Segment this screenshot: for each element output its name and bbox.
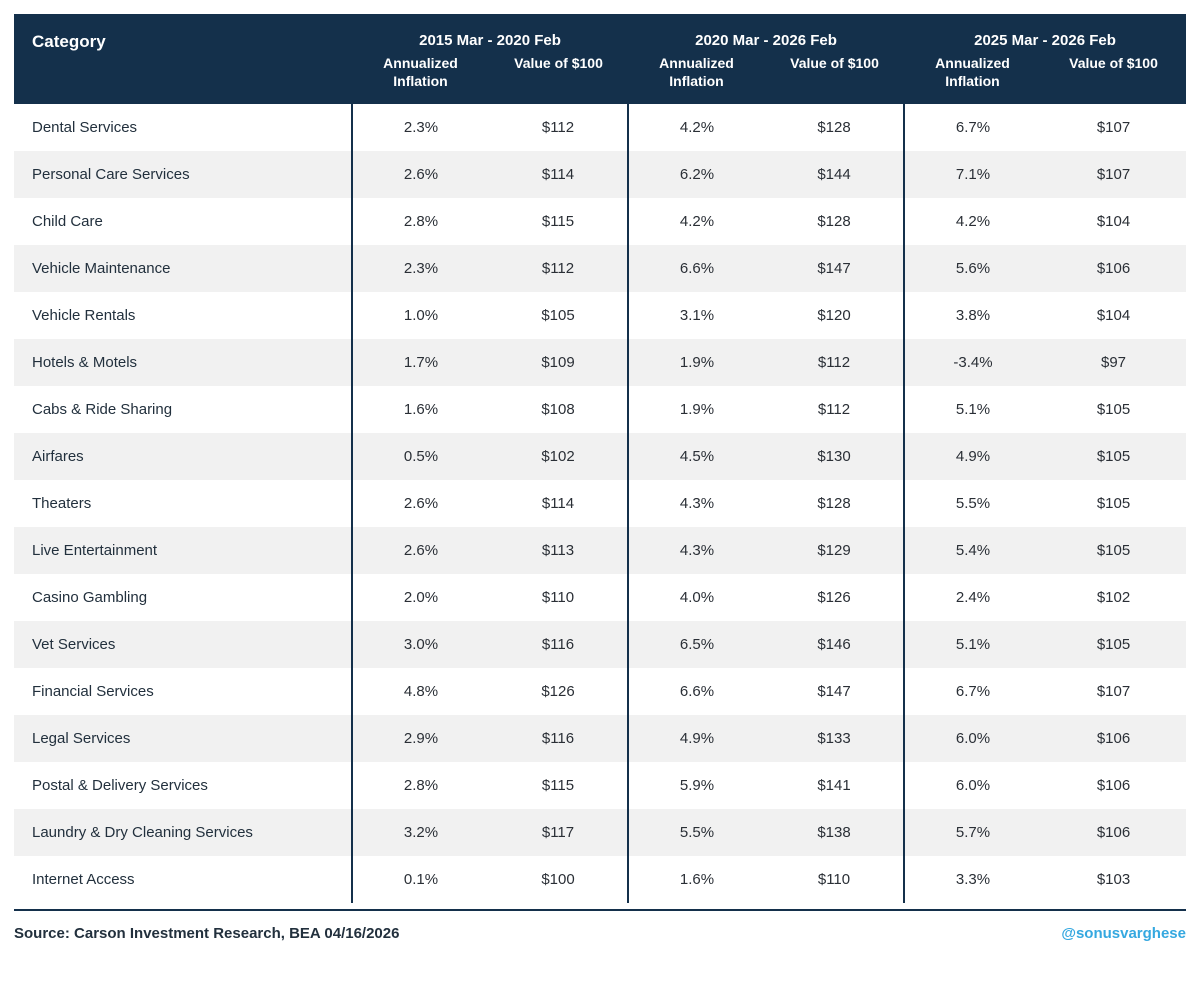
cell-category: Cabs & Ride Sharing — [14, 386, 352, 433]
table-row — [14, 386, 1186, 433]
cell-p1-inflation: 2.3% — [352, 245, 489, 292]
cell-p2-value: $129 — [765, 527, 904, 574]
table-header — [14, 14, 1186, 104]
table-row — [14, 433, 1186, 480]
cell-p2-value: $120 — [765, 292, 904, 339]
cell-category: Dental Services — [14, 104, 352, 151]
cell-p2-value: $146 — [765, 621, 904, 668]
cell-p2-value: $110 — [765, 856, 904, 903]
cell-p2-inflation: 6.6% — [628, 668, 765, 715]
cell-p3-value: $105 — [1041, 480, 1186, 527]
cell-p3-value: $105 — [1041, 527, 1186, 574]
cell-p1-value: $116 — [489, 715, 628, 762]
cell-p3-inflation: 4.2% — [904, 198, 1041, 245]
cell-p2-inflation: 6.6% — [628, 245, 765, 292]
cell-category: Child Care — [14, 198, 352, 245]
inflation-label-line2: Inflation — [945, 72, 1000, 89]
cell-category: Live Entertainment — [14, 527, 352, 574]
table-row — [14, 245, 1186, 292]
cell-p2-inflation: 4.2% — [628, 104, 765, 151]
cell-p3-value: $106 — [1041, 762, 1186, 809]
cell-p2-inflation: 4.5% — [628, 433, 765, 480]
cell-p2-value: $128 — [765, 104, 904, 151]
table-row — [14, 574, 1186, 621]
table-body — [14, 104, 1186, 903]
cell-p1-value: $117 — [489, 809, 628, 856]
cell-p3-value: $107 — [1041, 151, 1186, 198]
inflation-label-line1: Annualized — [935, 55, 1010, 71]
cell-p1-value: $115 — [489, 198, 628, 245]
cell-p3-inflation: 6.0% — [904, 715, 1041, 762]
author-handle[interactable]: @sonusvarghese — [1061, 925, 1186, 942]
cell-p2-value: $112 — [765, 339, 904, 386]
cell-p1-inflation: 2.6% — [352, 151, 489, 198]
cell-category: Personal Care Services — [14, 151, 352, 198]
cell-p1-value: $116 — [489, 621, 628, 668]
cell-p3-inflation: 3.3% — [904, 856, 1041, 903]
cell-p3-inflation: 2.4% — [904, 574, 1041, 621]
cell-p3-inflation: 6.7% — [904, 104, 1041, 151]
table-row — [14, 198, 1186, 245]
table-row — [14, 762, 1186, 809]
table-row — [14, 292, 1186, 339]
cell-p1-value: $108 — [489, 386, 628, 433]
cell-p2-value: $126 — [765, 574, 904, 621]
table-row — [14, 715, 1186, 762]
cell-p2-inflation: 4.3% — [628, 527, 765, 574]
cell-p3-value: $106 — [1041, 809, 1186, 856]
cell-p2-value: $128 — [765, 198, 904, 245]
cell-p1-inflation: 2.9% — [352, 715, 489, 762]
cell-p2-value: $138 — [765, 809, 904, 856]
cell-p1-inflation: 3.0% — [352, 621, 489, 668]
column-header-p2-inflation — [628, 53, 765, 104]
cell-p3-value: $104 — [1041, 198, 1186, 245]
column-group-period-2: 2020 Mar - 2026 Feb — [628, 14, 904, 53]
cell-p1-value: $115 — [489, 762, 628, 809]
table-row — [14, 151, 1186, 198]
cell-p3-value: $104 — [1041, 292, 1186, 339]
cell-p2-value: $128 — [765, 480, 904, 527]
cell-p1-value: $100 — [489, 856, 628, 903]
column-group-period-3: 2025 Mar - 2026 Feb — [904, 14, 1186, 53]
cell-p1-inflation: 1.0% — [352, 292, 489, 339]
cell-p2-inflation: 4.9% — [628, 715, 765, 762]
cell-p3-inflation: 5.7% — [904, 809, 1041, 856]
table-row — [14, 668, 1186, 715]
cell-category: Internet Access — [14, 856, 352, 903]
cell-p2-value: $130 — [765, 433, 904, 480]
cell-category: Airfares — [14, 433, 352, 480]
cell-p1-inflation: 1.7% — [352, 339, 489, 386]
cell-p2-value: $141 — [765, 762, 904, 809]
cell-p2-value: $147 — [765, 245, 904, 292]
cell-p2-inflation: 4.2% — [628, 198, 765, 245]
cell-p2-inflation: 3.1% — [628, 292, 765, 339]
column-header-category: Category — [14, 14, 352, 104]
cell-p1-value: $112 — [489, 245, 628, 292]
table-row — [14, 856, 1186, 903]
cell-category: Vehicle Maintenance — [14, 245, 352, 292]
cell-p1-inflation: 2.6% — [352, 480, 489, 527]
cell-p1-value: $114 — [489, 480, 628, 527]
cell-p3-value: $107 — [1041, 668, 1186, 715]
cell-p3-value: $105 — [1041, 433, 1186, 480]
cell-p3-inflation: 5.1% — [904, 386, 1041, 433]
cell-p2-value: $112 — [765, 386, 904, 433]
cell-p2-inflation: 6.5% — [628, 621, 765, 668]
cell-p2-inflation: 1.9% — [628, 339, 765, 386]
table-row — [14, 809, 1186, 856]
cell-p2-inflation: 1.6% — [628, 856, 765, 903]
column-header-p1-value: Value of $100 — [489, 53, 628, 104]
cell-p3-value: $106 — [1041, 245, 1186, 292]
column-header-p3-inflation — [904, 53, 1041, 104]
table-footer — [14, 909, 1186, 942]
cell-category: Legal Services — [14, 715, 352, 762]
column-header-p1-inflation — [352, 53, 489, 104]
cell-p3-inflation: 6.7% — [904, 668, 1041, 715]
cell-p3-value: $97 — [1041, 339, 1186, 386]
cell-p1-inflation: 0.1% — [352, 856, 489, 903]
column-header-p2-value: Value of $100 — [765, 53, 904, 104]
table-row — [14, 104, 1186, 151]
table-row — [14, 621, 1186, 668]
cell-p2-value: $147 — [765, 668, 904, 715]
cell-p1-value: $110 — [489, 574, 628, 621]
cell-p2-inflation: 4.3% — [628, 480, 765, 527]
cell-p3-inflation: -3.4% — [904, 339, 1041, 386]
cell-p3-inflation: 5.6% — [904, 245, 1041, 292]
cell-p2-inflation: 6.2% — [628, 151, 765, 198]
cell-p1-inflation: 1.6% — [352, 386, 489, 433]
column-header-p3-value: Value of $100 — [1041, 53, 1186, 104]
cell-p3-inflation: 7.1% — [904, 151, 1041, 198]
cell-p2-inflation: 4.0% — [628, 574, 765, 621]
cell-p1-inflation: 2.6% — [352, 527, 489, 574]
cell-p1-inflation: 2.8% — [352, 762, 489, 809]
cell-p1-value: $105 — [489, 292, 628, 339]
cell-category: Postal & Delivery Services — [14, 762, 352, 809]
table-row — [14, 339, 1186, 386]
cell-category: Vet Services — [14, 621, 352, 668]
cell-p1-inflation: 2.0% — [352, 574, 489, 621]
cell-p1-inflation: 4.8% — [352, 668, 489, 715]
cell-p1-inflation: 2.3% — [352, 104, 489, 151]
cell-p3-value: $107 — [1041, 104, 1186, 151]
cell-p3-value: $103 — [1041, 856, 1186, 903]
cell-p1-value: $112 — [489, 104, 628, 151]
cell-p1-value: $113 — [489, 527, 628, 574]
cell-p3-inflation: 3.8% — [904, 292, 1041, 339]
cell-p3-value: $105 — [1041, 386, 1186, 433]
column-group-period-1: 2015 Mar - 2020 Feb — [352, 14, 628, 53]
cell-p3-inflation: 5.4% — [904, 527, 1041, 574]
table-row — [14, 480, 1186, 527]
inflation-table — [14, 14, 1186, 903]
cell-p3-inflation: 5.1% — [904, 621, 1041, 668]
cell-p1-value: $126 — [489, 668, 628, 715]
cell-category: Vehicle Rentals — [14, 292, 352, 339]
cell-category: Hotels & Motels — [14, 339, 352, 386]
cell-p1-inflation: 2.8% — [352, 198, 489, 245]
inflation-label-line2: Inflation — [393, 72, 448, 89]
cell-category: Theaters — [14, 480, 352, 527]
cell-p2-inflation: 5.9% — [628, 762, 765, 809]
source-note: Source: Carson Investment Research, BEA 04/16/2026 — [14, 925, 400, 942]
cell-p1-inflation: 3.2% — [352, 809, 489, 856]
table-row — [14, 527, 1186, 574]
inflation-label-line1: Annualized — [659, 55, 734, 71]
cell-p3-value: $106 — [1041, 715, 1186, 762]
cell-p1-inflation: 0.5% — [352, 433, 489, 480]
cell-p3-value: $102 — [1041, 574, 1186, 621]
cell-p3-inflation: 6.0% — [904, 762, 1041, 809]
cell-p3-inflation: 4.9% — [904, 433, 1041, 480]
cell-p1-value: $102 — [489, 433, 628, 480]
cell-p1-value: $114 — [489, 151, 628, 198]
cell-category: Laundry & Dry Cleaning Services — [14, 809, 352, 856]
cell-p1-value: $109 — [489, 339, 628, 386]
inflation-label-line1: Annualized — [383, 55, 458, 71]
cell-p2-inflation: 1.9% — [628, 386, 765, 433]
cell-category: Casino Gambling — [14, 574, 352, 621]
cell-p3-inflation: 5.5% — [904, 480, 1041, 527]
cell-category: Financial Services — [14, 668, 352, 715]
cell-p3-value: $105 — [1041, 621, 1186, 668]
cell-p2-value: $144 — [765, 151, 904, 198]
cell-p2-value: $133 — [765, 715, 904, 762]
header-row-periods — [14, 14, 1186, 53]
inflation-label-line2: Inflation — [669, 72, 724, 89]
cell-p2-inflation: 5.5% — [628, 809, 765, 856]
